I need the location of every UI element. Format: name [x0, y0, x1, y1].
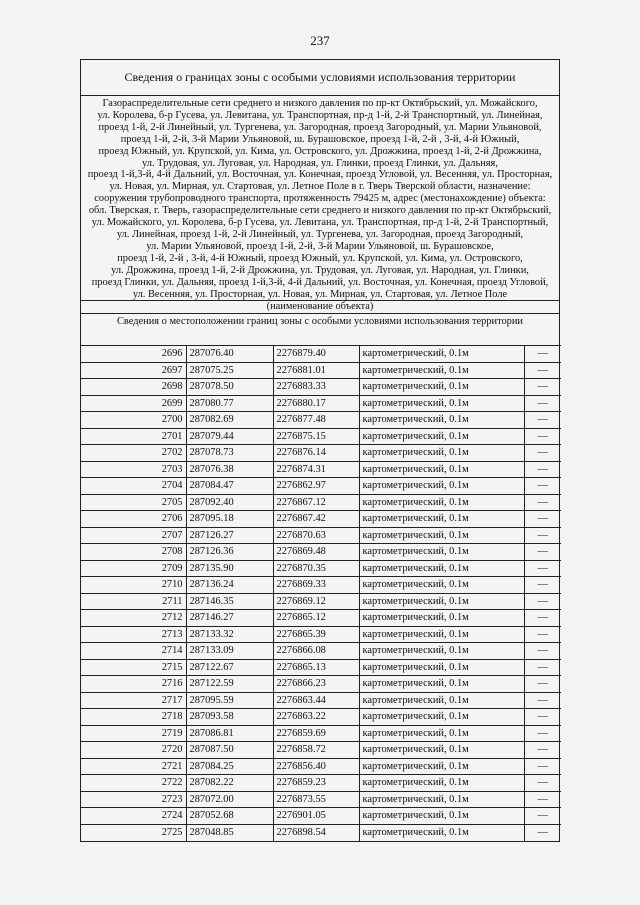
y-coordinate-cell: 2276859.23 [273, 775, 359, 792]
table-row [81, 692, 561, 709]
note-cell: — [524, 593, 561, 610]
description-line: проезд Глинки, ул. Дальняя, проезд 1-й,3-й, 4-й Дальний, ул. Восточная, ул. Конечная, проезд Угловой, [91, 276, 549, 288]
y-coordinate-cell: 2276867.12 [273, 494, 359, 511]
table-row [81, 775, 561, 792]
point-number-cell: 2709 [81, 560, 186, 577]
table-row [81, 527, 561, 544]
point-number-cell: 2710 [81, 577, 186, 594]
point-number-cell: 2721 [81, 758, 186, 775]
note-cell: — [524, 527, 561, 544]
y-coordinate-cell: 2276901.05 [273, 808, 359, 825]
y-coordinate-cell: 2276856.40 [273, 758, 359, 775]
point-number-cell: 2714 [81, 643, 186, 660]
table-row [81, 824, 561, 841]
description-line: обл. Тверская, г. Тверь, газораспределительные сети среднего и низкого давления по пр-кт Октябрьский, [88, 205, 552, 217]
y-coordinate-cell: 2276873.55 [273, 791, 359, 808]
point-number-cell: 2719 [81, 725, 186, 742]
y-coordinate-cell: 2276874.31 [273, 461, 359, 478]
x-coordinate-cell: 287095.59 [186, 692, 273, 709]
object-description [81, 96, 559, 300]
method-cell: картометрический, 0.1м [359, 610, 524, 627]
note-cell: — [524, 560, 561, 577]
form-title: Сведения о границах зоны с особыми условиями использования территории [81, 60, 559, 96]
x-coordinate-cell: 287087.50 [186, 742, 273, 759]
table-row [81, 445, 561, 462]
y-coordinate-cell: 2276870.35 [273, 560, 359, 577]
point-number-cell: 2703 [81, 461, 186, 478]
point-number-cell: 2722 [81, 775, 186, 792]
table-row [81, 758, 561, 775]
method-cell: картометрический, 0.1м [359, 544, 524, 561]
note-cell: — [524, 445, 561, 462]
x-coordinate-cell: 287146.27 [186, 610, 273, 627]
note-cell: — [524, 643, 561, 660]
note-cell: — [524, 478, 561, 495]
point-number-cell: 2723 [81, 791, 186, 808]
method-cell: картометрический, 0.1м [359, 346, 524, 363]
x-coordinate-cell: 287084.25 [186, 758, 273, 775]
point-number-cell: 2716 [81, 676, 186, 693]
method-cell: картометрический, 0.1м [359, 709, 524, 726]
table-row [81, 626, 561, 643]
x-coordinate-cell: 287126.27 [186, 527, 273, 544]
method-cell: картометрический, 0.1м [359, 775, 524, 792]
method-cell: картометрический, 0.1м [359, 808, 524, 825]
description-line: ул. Весенняя, ул. Просторная, ул. Новая, ул. Мирная, ул. Стартовая, ул. Летное Поле [132, 288, 508, 300]
point-number-cell: 2712 [81, 610, 186, 627]
method-cell: картометрический, 0.1м [359, 478, 524, 495]
method-cell: картометрический, 0.1м [359, 560, 524, 577]
point-number-cell: 2697 [81, 362, 186, 379]
description-line: ул. Королева, б-р Гусева, ул. Левитана, ул. Транспортная, пр-д 1-й, 2-й Транспортный, ул. Линейная, [97, 109, 543, 121]
description-line: проезд Южный, ул. Крупской, ул. Кима, ул. Островского, ул. Дрожжина, проезд 1-й, 2-й Дрожжина, [98, 145, 542, 157]
x-coordinate-cell: 287126.36 [186, 544, 273, 561]
method-cell: картометрический, 0.1м [359, 362, 524, 379]
point-number-cell: 2696 [81, 346, 186, 363]
table-row [81, 346, 561, 363]
y-coordinate-cell: 2276881.01 [273, 362, 359, 379]
table-row [81, 676, 561, 693]
table-row [81, 461, 561, 478]
note-cell: — [524, 494, 561, 511]
note-cell: — [524, 775, 561, 792]
x-coordinate-cell: 287082.69 [186, 412, 273, 429]
description-line: проезд 1-й, 2-й , 3-й, 4-й Южный, проезд Южный, ул. Крупской, ул. Кима, ул. Островского, [117, 252, 523, 264]
method-cell: картометрический, 0.1м [359, 527, 524, 544]
table-row [81, 560, 561, 577]
point-number-cell: 2720 [81, 742, 186, 759]
table-row [81, 478, 561, 495]
method-cell: картометрический, 0.1м [359, 412, 524, 429]
table-row [81, 725, 561, 742]
y-coordinate-cell: 2276876.14 [273, 445, 359, 462]
x-coordinate-cell: 287136.24 [186, 577, 273, 594]
x-coordinate-cell: 287080.77 [186, 395, 273, 412]
x-coordinate-cell: 287135.90 [186, 560, 273, 577]
method-cell: картометрический, 0.1м [359, 643, 524, 660]
description-line: сооружения трубопроводного транспорта, протяженность 79425 м, адрес (местонахождение) объекта: [94, 193, 546, 205]
x-coordinate-cell: 287084.47 [186, 478, 273, 495]
table-row [81, 412, 561, 429]
note-cell: — [524, 544, 561, 561]
note-cell: — [524, 412, 561, 429]
note-cell: — [524, 676, 561, 693]
description-line: ул. Дрожжина, проезд 1-й, 2-й Дрожжина, ул. Трудовая, ул. Луговая, ул. Народная, ул. Глинки, [111, 264, 529, 276]
note-cell: — [524, 659, 561, 676]
note-cell: — [524, 725, 561, 742]
method-cell: картометрический, 0.1м [359, 626, 524, 643]
method-cell: картометрический, 0.1м [359, 395, 524, 412]
note-cell: — [524, 626, 561, 643]
table-row [81, 610, 561, 627]
y-coordinate-cell: 2276883.33 [273, 379, 359, 396]
point-number-cell: 2724 [81, 808, 186, 825]
description-line: проезд 1-й, 2-й Линейный, ул. Тургенева, ул. Загородная, проезд Загородный, ул. Марии Ульяновой, [98, 121, 542, 133]
point-number-cell: 2711 [81, 593, 186, 610]
description-line: ул. Новая, ул. Мирная, ул. Стартовая, ул. Летное Поле в г. Тверь Тверской области, назначение: [109, 181, 531, 193]
table-row [81, 379, 561, 396]
x-coordinate-cell: 287082.22 [186, 775, 273, 792]
x-coordinate-cell: 287122.59 [186, 676, 273, 693]
note-cell: — [524, 511, 561, 528]
point-number-cell: 2705 [81, 494, 186, 511]
y-coordinate-cell: 2276865.13 [273, 659, 359, 676]
x-coordinate-cell: 287078.50 [186, 379, 273, 396]
method-cell: картометрический, 0.1м [359, 758, 524, 775]
x-coordinate-cell: 287072.00 [186, 791, 273, 808]
note-cell: — [524, 362, 561, 379]
table-row [81, 362, 561, 379]
method-cell: картометрический, 0.1м [359, 742, 524, 759]
object-name-caption: (наименование объекта) [81, 300, 559, 313]
x-coordinate-cell: 287075.25 [186, 362, 273, 379]
y-coordinate-cell: 2276863.22 [273, 709, 359, 726]
y-coordinate-cell: 2276862.97 [273, 478, 359, 495]
x-coordinate-cell: 287133.09 [186, 643, 273, 660]
description-line: Газораспределительные сети среднего и низкого давления по пр-кт Октябрьский, ул. Можайского, [102, 98, 538, 109]
table-row [81, 593, 561, 610]
y-coordinate-cell: 2276880.17 [273, 395, 359, 412]
x-coordinate-cell: 287086.81 [186, 725, 273, 742]
table-row [81, 577, 561, 594]
table-row [81, 395, 561, 412]
point-number-cell: 2706 [81, 511, 186, 528]
x-coordinate-cell: 287092.40 [186, 494, 273, 511]
description-line: проезд 1-й, 2-й, 3-й Марии Ульяновой, ш. Бурашовское, проезд 1-й, 2-й , 3-й, 4-й Южный, [120, 133, 520, 145]
x-coordinate-cell: 287093.58 [186, 709, 273, 726]
table-row [81, 808, 561, 825]
method-cell: картометрический, 0.1м [359, 676, 524, 693]
table-row [81, 742, 561, 759]
method-cell: картометрический, 0.1м [359, 692, 524, 709]
description-line: ул. Можайского, ул. Королева, б-р Гусева, ул. Левитана, ул. Транспортная, пр-д 1-й, 2-й Транспортный, [91, 217, 549, 229]
y-coordinate-cell: 2276869.12 [273, 593, 359, 610]
x-coordinate-cell: 287052.68 [186, 808, 273, 825]
point-number-cell: 2715 [81, 659, 186, 676]
description-line: проезд 1-й,3-й, 4-й Дальний, ул. Восточная, ул. Конечная, проезд Угловой, ул. Весенняя, ул. Просторная, [87, 169, 553, 181]
method-cell: картометрический, 0.1м [359, 494, 524, 511]
method-cell: картометрический, 0.1м [359, 445, 524, 462]
point-number-cell: 2708 [81, 544, 186, 561]
description-line: ул. Трудовая, ул. Луговая, ул. Народная, ул. Глинки, проезд Глинки, ул. Дальняя, [142, 157, 498, 169]
x-coordinate-cell: 287095.18 [186, 511, 273, 528]
method-cell: картометрический, 0.1м [359, 461, 524, 478]
table-row [81, 494, 561, 511]
method-cell: картометрический, 0.1м [359, 725, 524, 742]
description-line: ул. Марии Ульяновой, проезд 1-й, 2-й, 3-й Марии Ульяновой, ш. Бурашовское, [146, 240, 494, 252]
note-cell: — [524, 824, 561, 841]
point-number-cell: 2707 [81, 527, 186, 544]
method-cell: картометрический, 0.1м [359, 379, 524, 396]
table-row [81, 428, 561, 445]
method-cell: картометрический, 0.1м [359, 593, 524, 610]
y-coordinate-cell: 2276870.63 [273, 527, 359, 544]
table-row [81, 659, 561, 676]
y-coordinate-cell: 2276879.40 [273, 346, 359, 363]
point-number-cell: 2701 [81, 428, 186, 445]
method-cell: картометрический, 0.1м [359, 791, 524, 808]
note-cell: — [524, 758, 561, 775]
zone-boundary-form [80, 59, 560, 842]
table-row [81, 709, 561, 726]
point-number-cell: 2718 [81, 709, 186, 726]
method-cell: картометрический, 0.1м [359, 659, 524, 676]
note-cell: — [524, 395, 561, 412]
description-line: ул. Линейная, проезд 1-й, 2-й Линейный, ул. Тургенева, ул. Загородная, проезд Загородный, [116, 228, 524, 240]
note-cell: — [524, 346, 561, 363]
y-coordinate-cell: 2276869.33 [273, 577, 359, 594]
note-cell: — [524, 577, 561, 594]
note-cell: — [524, 428, 561, 445]
page-number: 237 [310, 33, 330, 48]
table-row [81, 544, 561, 561]
x-coordinate-cell: 287122.67 [186, 659, 273, 676]
note-cell: — [524, 791, 561, 808]
y-coordinate-cell: 2276863.44 [273, 692, 359, 709]
point-number-cell: 2698 [81, 379, 186, 396]
coordinates-table [81, 345, 561, 841]
table-row [81, 511, 561, 528]
table-row [81, 791, 561, 808]
y-coordinate-cell: 2276869.48 [273, 544, 359, 561]
method-cell: картометрический, 0.1м [359, 824, 524, 841]
table-row [81, 643, 561, 660]
y-coordinate-cell: 2276898.54 [273, 824, 359, 841]
x-coordinate-cell: 287076.40 [186, 346, 273, 363]
y-coordinate-cell: 2276867.42 [273, 511, 359, 528]
x-coordinate-cell: 287146.35 [186, 593, 273, 610]
note-cell: — [524, 808, 561, 825]
method-cell: картометрический, 0.1м [359, 577, 524, 594]
point-number-cell: 2702 [81, 445, 186, 462]
y-coordinate-cell: 2276865.39 [273, 626, 359, 643]
y-coordinate-cell: 2276866.23 [273, 676, 359, 693]
y-coordinate-cell: 2276858.72 [273, 742, 359, 759]
point-number-cell: 2725 [81, 824, 186, 841]
y-coordinate-cell: 2276875.15 [273, 428, 359, 445]
point-number-cell: 2704 [81, 478, 186, 495]
y-coordinate-cell: 2276866.08 [273, 643, 359, 660]
note-cell: — [524, 709, 561, 726]
x-coordinate-cell: 287078.73 [186, 445, 273, 462]
x-coordinate-cell: 287133.32 [186, 626, 273, 643]
x-coordinate-cell: 287079.44 [186, 428, 273, 445]
x-coordinate-cell: 287048.85 [186, 824, 273, 841]
method-cell: картометрический, 0.1м [359, 428, 524, 445]
y-coordinate-cell: 2276865.12 [273, 610, 359, 627]
x-coordinate-cell: 287076.38 [186, 461, 273, 478]
location-caption: Сведения о местоположении границ зоны с особыми условиями использования территории [81, 313, 559, 345]
y-coordinate-cell: 2276859.69 [273, 725, 359, 742]
point-number-cell: 2699 [81, 395, 186, 412]
note-cell: — [524, 692, 561, 709]
method-cell: картометрический, 0.1м [359, 511, 524, 528]
note-cell: — [524, 610, 561, 627]
note-cell: — [524, 742, 561, 759]
y-coordinate-cell: 2276877.48 [273, 412, 359, 429]
note-cell: — [524, 461, 561, 478]
point-number-cell: 2717 [81, 692, 186, 709]
point-number-cell: 2700 [81, 412, 186, 429]
note-cell: — [524, 379, 561, 396]
point-number-cell: 2713 [81, 626, 186, 643]
